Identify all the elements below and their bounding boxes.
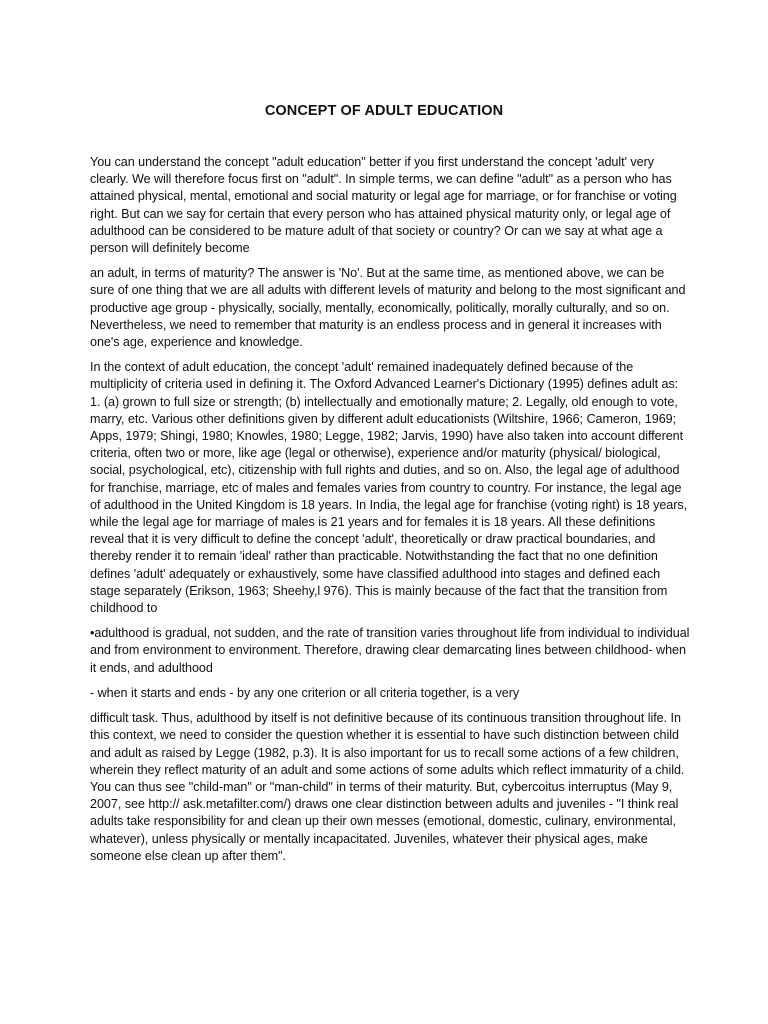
paragraph-5: - when it starts and ends - by any one criterion or all criteria together, is a very bbox=[90, 685, 520, 700]
paragraph-1: You can understand the concept "adult education" better if you first understand the concept 'adult' very clearly. We will therefore focus first on "adult". In simple terms, we can define "adult" as a person who has attained physical, mental, emotional and social maturity or legal age for marriage, or for franchise or voting right. But can we say for certain that every person who has attained physical maturity only, or legal age of adulthood can be considered to be mature adult of that society or country? Or can we say at what age a person will definitely become bbox=[90, 155, 677, 256]
paragraph-4: •adulthood is gradual, not sudden, and the rate of transition varies throughout life from individual to individual and from environment to environment. Therefore, drawing clear demarcating lines between childhood- when it ends, and adulthood bbox=[90, 626, 690, 675]
document-body bbox=[90, 154, 690, 873]
paragraph-3: In the context of adult education, the concept 'adult' remained inadequately defined because of the multiplicity of criteria used in defining it. The Oxford Advanced Learner's Dictionary (1995) defines adult as: 1. (a) grown to full size or strength; (b) intellectually and emotionally mature; 2. Legally, old enough to vote, marry, etc. Various other definitions given by different adult educationists (Wiltshire, 1966; Cameron, 1969; Apps, 1979; Shingi, 1980; Knowles, 1980; Legge, 1982; Jarvis, 1990) have also taken into account different criteria, often two or more, like age (legal or otherwise), experience and/or maturity (physical/ biological, social, psychological, etc), citizenship with full rights and duties, and so on. Also, the legal age of adulthood for franchise, marriage, etc of males and females varies from country to country. For instance, the legal age of adulthood in the United Kingdom is 18 years. In India, the legal age for franchise (voting right) is 18 years, while the legal age for marriage of males is 21 years and for females it is 18 years. All these definitions reveal that it is very difficult to define the concept 'adult', theoretically or draw practical boundaries, and thereby render it to remain 'ideal' rather than practicable. Notwithstanding the fact that no one definition defines 'adult' adequately or exhaustively, some have classified adulthood into stages and defined each stage separately (Erikson, 1963; Sheehy,l 976). This is mainly because of the fact that the transition from childhood to bbox=[90, 360, 688, 616]
paragraph-6: difficult task. Thus, adulthood by itself is not definitive because of its continuous transition throughout life. In this context, we need to consider the question whether it is essential to have such distinction between child and adult as raised by Legge (1982, p.3). It is also important for us to recall some actions of a few children, wherein they reflect maturity of an adult and some actions of some adults which reflect immaturity of a child. You can thus see "child-man" or "man-child" in terms of their maturity. But, cybercoitus interruptus (May 9, 2007, see http:// ask.metafilter.com/) draws one clear distinction between adults and juveniles - "I think real adults take responsibility for and clean up their own messes (emotional, domestic, culinary, environmental, whatever), unless physically or mentally incapacitated. Juveniles, whatever their physical ages, make someone else clean up after them". bbox=[90, 711, 685, 863]
document-title: CONCEPT OF ADULT EDUCATION bbox=[264, 103, 504, 119]
paragraph-2: an adult, in terms of maturity? The answer is 'No'. But at the same time, as mentioned above, we can be sure of one thing that we are all adults with different levels of maturity and belong to the most significant and productive age group - physically, socially, mentally, economically, politically, morally culturally, and so on. Nevertheless, we need to remember that maturity is an endless process and in general it increases with one's age, experience and knowledge. bbox=[90, 266, 686, 350]
